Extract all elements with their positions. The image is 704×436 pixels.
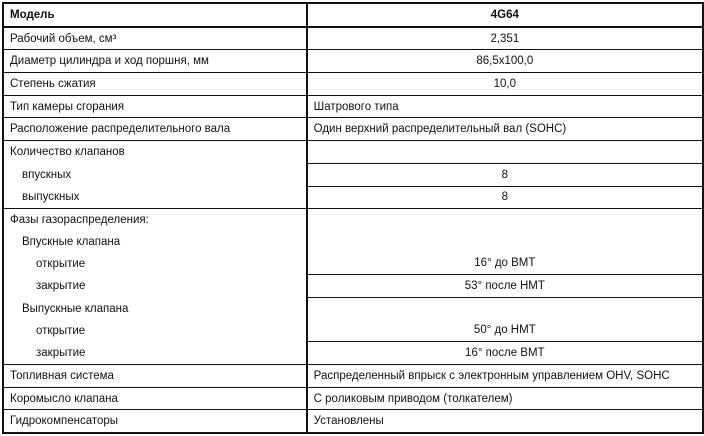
- table-row: [3, 342, 703, 365]
- row-value: [307, 141, 703, 164]
- row-value: [307, 297, 703, 319]
- row-label: Гидрокомпенсаторы: [3, 410, 307, 433]
- row-value: 8: [307, 186, 703, 209]
- row-value: 8: [307, 163, 703, 186]
- header-value-model: 4G64: [307, 3, 703, 27]
- row-label: Степень сжатия: [3, 73, 307, 96]
- row-label: открытие: [3, 253, 307, 275]
- row-value: 16° после ВМТ: [307, 342, 703, 365]
- row-label: Впускные клапана: [3, 231, 307, 253]
- table-row-subgroup-intake: [3, 231, 703, 253]
- row-label: впускных: [3, 163, 307, 186]
- row-value: [307, 231, 703, 253]
- row-value: Шатрового типа: [307, 95, 703, 118]
- row-value: Установлены: [307, 410, 703, 433]
- row-label: Выпускные клапана: [3, 297, 307, 319]
- row-label: Диаметр цилиндра и ход поршня, мм: [3, 50, 307, 73]
- row-value: 86,5x100,0: [307, 50, 703, 73]
- table-row-group-timing: [3, 209, 703, 231]
- row-label: Коромысло клапана: [3, 387, 307, 410]
- row-value: Распределенный впрыск с электронным управлением OHV, SOHC: [307, 365, 703, 388]
- header-label-model: Модель: [3, 3, 307, 27]
- table-row: [3, 118, 703, 141]
- table-row: [3, 163, 703, 186]
- table-row: [3, 410, 703, 433]
- table-row: [3, 387, 703, 410]
- row-value: [307, 209, 703, 231]
- row-value: 50° до НМТ: [307, 320, 703, 342]
- table-row: [3, 73, 703, 96]
- row-value: Один верхний распределительный вал (SOHC): [307, 118, 703, 141]
- row-label: Количество клапанов: [3, 141, 307, 164]
- table-row-subgroup-exhaust: [3, 297, 703, 319]
- row-value: 53° после НМТ: [307, 275, 703, 298]
- table-row: [3, 253, 703, 275]
- row-value: 10,0: [307, 73, 703, 96]
- table-row: [3, 27, 703, 50]
- row-value: С роликовым приводом (толкателем): [307, 387, 703, 410]
- row-label: Расположение распределительного вала: [3, 118, 307, 141]
- table-row: [3, 95, 703, 118]
- table-row: [3, 275, 703, 298]
- table-row: [3, 365, 703, 388]
- row-label: закрытие: [3, 275, 307, 298]
- row-value: 2,351: [307, 27, 703, 50]
- row-label: закрытие: [3, 342, 307, 365]
- row-label: Тип камеры сгорания: [3, 95, 307, 118]
- row-label: открытие: [3, 320, 307, 342]
- row-label: Рабочий объем, см³: [3, 27, 307, 50]
- row-label: выпускных: [3, 186, 307, 209]
- table-row: [3, 186, 703, 209]
- table-header-row: [3, 3, 703, 27]
- table-row: [3, 50, 703, 73]
- engine-spec-table: [2, 2, 704, 434]
- row-value: 16° до ВМТ: [307, 253, 703, 275]
- row-label: Топливная система: [3, 365, 307, 388]
- row-label: Фазы газораспределения:: [3, 209, 307, 231]
- table-row: [3, 320, 703, 342]
- table-row-group-valves: [3, 141, 703, 164]
